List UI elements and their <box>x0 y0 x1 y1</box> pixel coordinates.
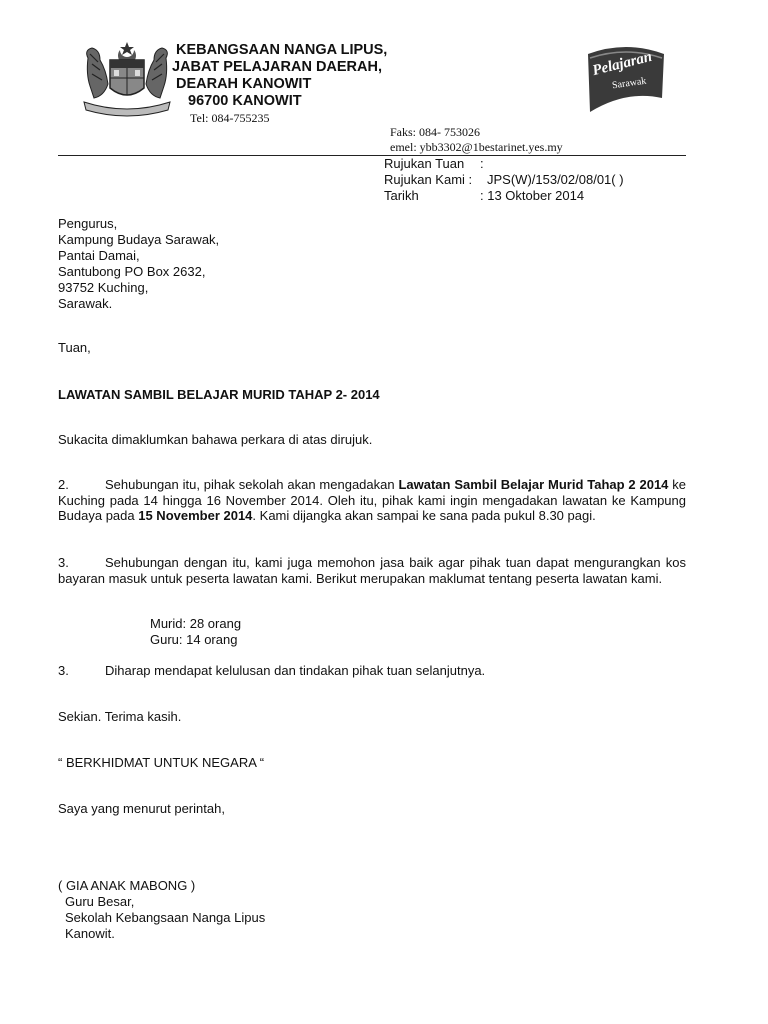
signatory-name: ( GIA ANAK MABONG ) <box>58 878 196 893</box>
recipient-line: Kampung Budaya Sarawak, <box>58 232 220 247</box>
coat-of-arms-logo <box>80 40 174 120</box>
participants-murid: Murid: 28 orang <box>150 616 242 631</box>
paragraph-number: 3. <box>58 555 69 570</box>
email: emel: ybb3302@1bestarinet.yes.my <box>390 140 563 154</box>
paragraph-text: ke Kuching pada 14 hingga 16 November 2014. Oleh itu, pihak kami ingin mengadakan lawatan ke Kampung Budaya pada <box>58 477 687 523</box>
paragraph-2 <box>58 477 686 524</box>
participants-guru: Guru: 14 orang <box>150 632 238 647</box>
subject-heading: LAWATAN SAMBIL BELAJAR MURID TAHAP 2- 2014 <box>58 387 380 402</box>
paragraph-text: Sehubungan itu, pihak sekolah akan mengadakan <box>105 477 399 492</box>
ref-tuan-label: Rujukan Tuan <box>384 156 465 171</box>
telephone: Tel: 084-755235 <box>190 111 270 125</box>
ref-kami-value: JPS(W)/153/02/08/01( ) <box>487 172 624 187</box>
paragraph-text: Diharap mendapat kelulusan dan tindakan pihak tuan selanjutnya. <box>105 663 486 678</box>
salutation: Tuan, <box>58 340 91 355</box>
pelajaran-sarawak-logo <box>582 40 670 116</box>
recipient-line: Santubong PO Box 2632, <box>58 264 206 279</box>
sign-off: Saya yang menurut perintah, <box>58 801 225 816</box>
date-value: : 13 Oktober 2014 <box>480 188 585 203</box>
intro-paragraph: Sukacita dimaklumkan bahawa perkara di atas dirujuk. <box>58 432 373 447</box>
signatory-town: Kanowit. <box>65 926 115 941</box>
recipient-line: Pengurus, <box>58 216 118 231</box>
letterhead-line-4: 96700 KANOWIT <box>188 93 302 109</box>
recipient-address <box>58 216 219 312</box>
recipient-line: Sarawak. <box>58 296 113 311</box>
paragraph-bold: 15 November 2014 <box>138 508 253 523</box>
fax: Faks: 084- 753026 <box>390 125 480 139</box>
recipient-line: 93752 Kuching, <box>58 280 149 295</box>
motto: “ BERKHIDMAT UNTUK NEGARA “ <box>58 755 265 770</box>
ref-tuan-value: : <box>480 156 484 171</box>
recipient-line: Pantai Damai, <box>58 248 140 263</box>
signatory-title: Guru Besar, <box>65 894 135 909</box>
paragraph-text: . Kami dijangka akan sampai ke sana pada pukul 8.30 pagi. <box>252 508 596 523</box>
ref-kami-label: Rujukan Kami : <box>384 172 473 187</box>
date-label: Tarikh <box>384 188 419 203</box>
signature-block <box>58 878 265 942</box>
paragraph-text: Sehubungan dengan itu, kami juga memohon jasa baik agar pihak tuan dapat mengurangkan kos bayaran masuk untuk peserta lawatan kami. Berikut merupakan maklumat tentang peserta lawatan kami. <box>58 555 686 586</box>
badge-title: Pelajaran <box>590 48 654 80</box>
paragraph-number: 2. <box>58 477 69 492</box>
letterhead-line-3: DEARAH KANOWIT <box>176 76 312 92</box>
reference-block <box>384 156 624 204</box>
paragraph-bold: Lawatan Sambil Belajar Murid Tahap 2 2014 <box>398 477 669 492</box>
closing-line: Sekian. Terima kasih. <box>58 709 182 724</box>
paragraph-4 <box>58 663 485 679</box>
letterhead-line-1: KEBANGSAAN NANGA LIPUS, <box>176 42 388 58</box>
paragraph-3 <box>58 555 686 586</box>
participants-list <box>150 616 241 648</box>
paragraph-number: 3. <box>58 663 69 678</box>
letterhead-line-2: JABAT PELAJARAN DAERAH, <box>172 59 382 75</box>
badge-subtitle: Sarawak <box>611 75 648 92</box>
signatory-school: Sekolah Kebangsaan Nanga Lipus <box>65 910 266 925</box>
